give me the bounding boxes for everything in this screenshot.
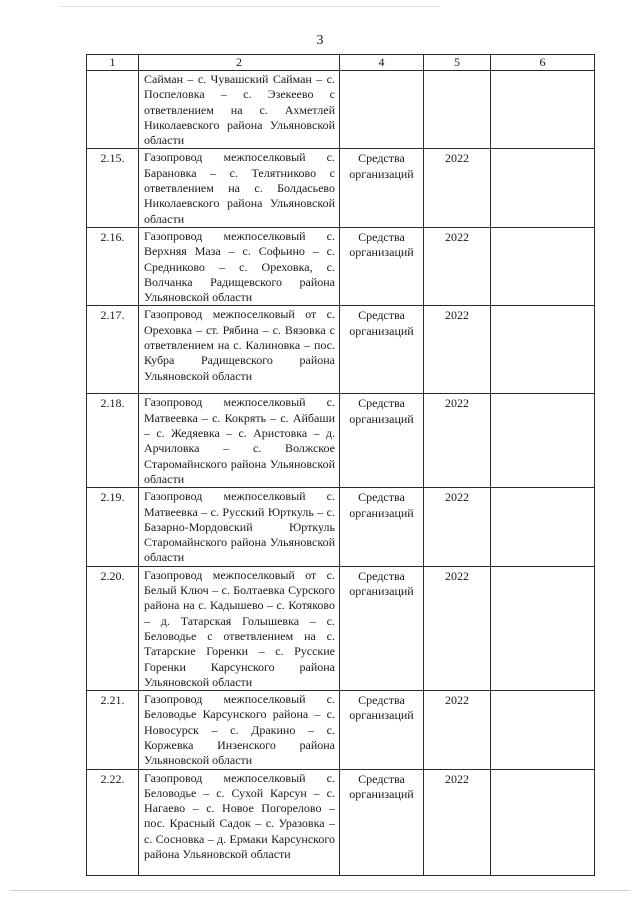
table-row (87, 691, 595, 769)
funding-source (340, 71, 424, 149)
page-number: 3 (316, 33, 324, 48)
row-number: 2.15. (87, 149, 139, 227)
note (491, 149, 595, 227)
year (424, 71, 491, 149)
year: 2022 (424, 394, 491, 488)
pipeline-description: Газопровод межпоселковый с. Матвеевка – с. Русский Юрткуль – с. Базарно-Мордовский Юрткуль Старомайнского района Ульяновской области (139, 488, 340, 566)
row-number: 2.21. (87, 691, 139, 769)
funding-source: Средства организаций (340, 566, 424, 690)
funding-source: Средства организаций (340, 394, 424, 488)
funding-source: Средства организаций (340, 691, 424, 769)
row-number: 2.18. (87, 394, 139, 488)
col-header-4: 4 (340, 55, 424, 71)
table-row (87, 488, 595, 566)
pipeline-description: Газопровод межпоселковый от с. Белый Ключ – с. Болтаевка Сурского района на с. Кадышево – с. Котяково – д. Татарская Голышевка – с. Беловодье с ответвлением на с. Татарские Горенки – с. Русские Горенки Карсунского района Ульяновской области (139, 566, 340, 690)
gas-pipeline-table (86, 54, 595, 876)
pipeline-description: Газопровод межпоселковый с. Беловодье – с. Сухой Карсун – с. Нагаево – с. Новое Погорелово – пос. Красный Садок – с. Уразовка – с. Сосновка – д. Ермаки Карсунского района Ульяновской области (139, 769, 340, 875)
year: 2022 (424, 306, 491, 394)
row-number: 2.16. (87, 227, 139, 305)
col-header-2: 2 (139, 55, 340, 71)
col-header-6: 6 (491, 55, 595, 71)
pipeline-description: Газопровод межпоселковый с. Барановка – с. Телятниково с ответвлением на с. Болдасьево Николаевского района Ульяновской области (139, 149, 340, 227)
row-number: 2.22. (87, 769, 139, 875)
note (491, 488, 595, 566)
pipeline-description: Газопровод межпоселковый с. Беловодье Карсунского района – с. Новосурск – с. Дракино – с. Коржевка Инзенского района Ульяновской области (139, 691, 340, 769)
pipeline-description: Газопровод межпоселковый от с. Ореховка – ст. Рябина – с. Вязовка с ответвлением на с. Калиновка – пос. Кубра Радищевского района Ульяновской области (139, 306, 340, 394)
funding-source: Средства организаций (340, 149, 424, 227)
scan-artifact-bottom (10, 890, 630, 891)
note (491, 394, 595, 488)
funding-source: Средства организаций (340, 227, 424, 305)
row-number (87, 71, 139, 149)
table-row (87, 149, 595, 227)
table-row (87, 227, 595, 305)
table-row (87, 394, 595, 488)
table-row (87, 769, 595, 875)
year: 2022 (424, 566, 491, 690)
funding-source: Средства организаций (340, 769, 424, 875)
year: 2022 (424, 691, 491, 769)
scan-artifact-top (60, 6, 440, 7)
table-row (87, 71, 595, 149)
funding-source: Средства организаций (340, 488, 424, 566)
col-header-5: 5 (424, 55, 491, 71)
year: 2022 (424, 488, 491, 566)
year: 2022 (424, 149, 491, 227)
column-number-row (87, 55, 595, 71)
note (491, 691, 595, 769)
pipeline-description: Сайман – с. Чувашский Сайман – с. Поспеловка – с. Эзекеево с ответвлением на с. Ахметлей Николаевского района Ульяновской области (139, 71, 340, 149)
note (491, 769, 595, 875)
table-row (87, 306, 595, 394)
table-row (87, 566, 595, 690)
year: 2022 (424, 227, 491, 305)
pipeline-description: Газопровод межпоселковый с. Матвеевка – с. Кокрять – с. Айбаши – с. Жедяевка – с. Аристовка – д. Арчиловка – с. Волжское Старомайнского района Ульяновской области (139, 394, 340, 488)
row-number: 2.20. (87, 566, 139, 690)
row-number: 2.17. (87, 306, 139, 394)
pipeline-description: Газопровод межпоселковый с. Верхняя Маза – с. Софьино – с. Средниково – с. Ореховка, с. Волчанка Радищевского района Ульяновской области (139, 227, 340, 305)
row-number: 2.19. (87, 488, 139, 566)
col-header-1: 1 (87, 55, 139, 71)
funding-source: Средства организаций (340, 306, 424, 394)
note (491, 566, 595, 690)
year: 2022 (424, 769, 491, 875)
note (491, 306, 595, 394)
note (491, 71, 595, 149)
note (491, 227, 595, 305)
